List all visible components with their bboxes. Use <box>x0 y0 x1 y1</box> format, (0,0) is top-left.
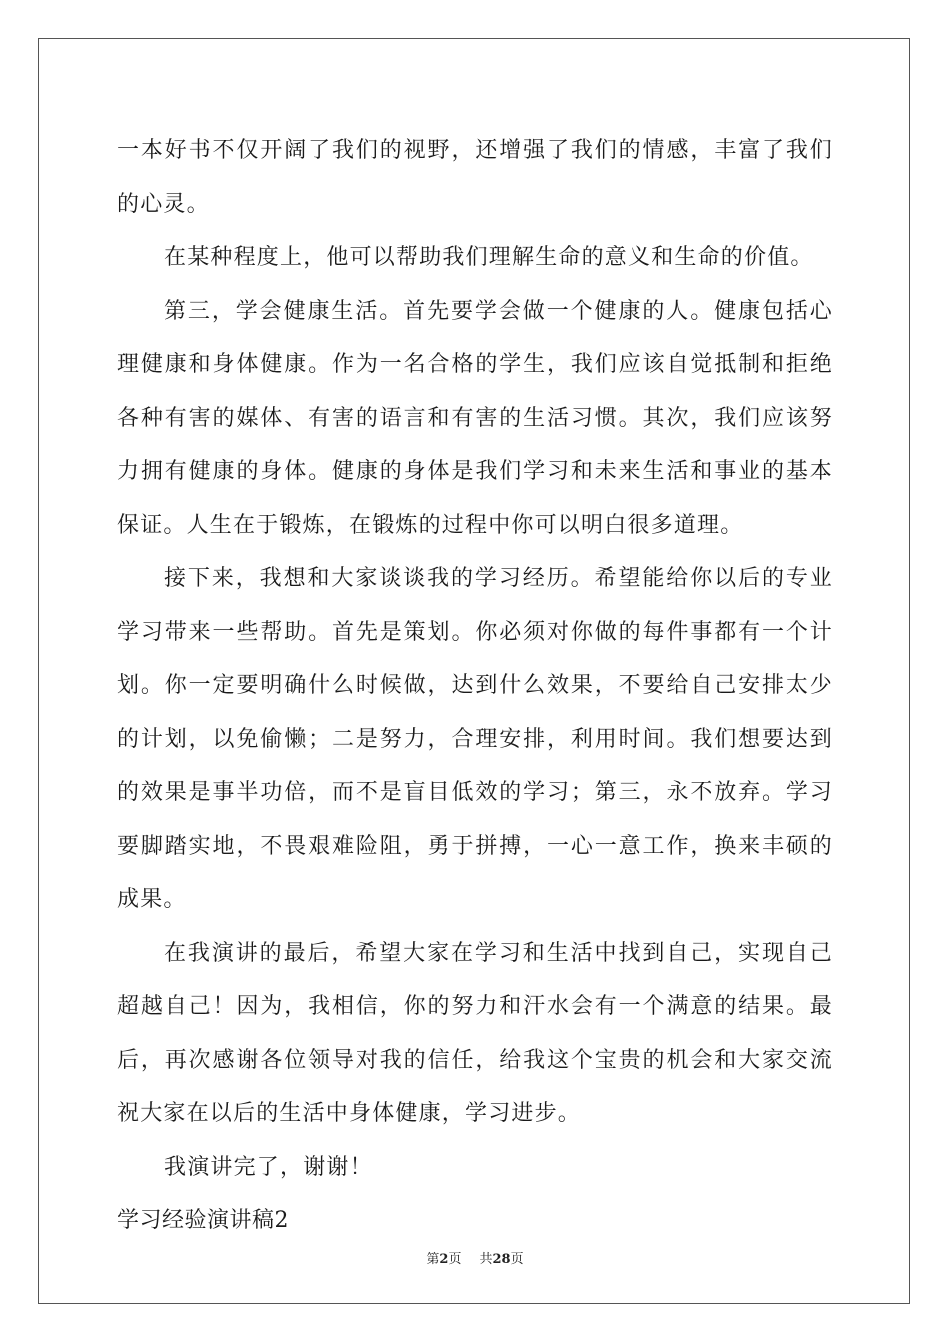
paragraph-2: 在某种程度上，他可以帮助我们理解生命的意义和生命的价值。 <box>164 245 814 270</box>
page-footer <box>0 1248 950 1267</box>
page-suffix: 页 <box>448 1252 462 1267</box>
section-heading: 学习经验演讲稿2 <box>117 1208 289 1233</box>
paragraph-4: 接下来，我想和大家谈谈我的学习经历。希望能给你以后的专业学习带来一些帮助。首先是策划。你必须对你做的每件事都有一个计划。你一定要明确什么时候做，达到什么效果，不要给自己安排太少的计划，以免偷懒；二是努力，合理安排，利用时间。我们想要达到的效果是事半功倍，而不是盲目低效的学习；第三，永不放弃。学习要脚踏实地，不畏艰难险阻，勇于拼搏，一心一意工作，换来丰硕的成果。 <box>117 566 833 912</box>
page-prefix: 第 <box>426 1252 440 1267</box>
paragraph-1: 一本好书不仅开阔了我们的视野，还增强了我们的情感，丰富了我们的心灵。 <box>117 138 833 217</box>
total-page-count: 28 <box>492 1252 511 1267</box>
paragraph-6: 我演讲完了，谢谢！ <box>164 1154 373 1180</box>
paragraph-3: 第三，学会健康生活。首先要学会做一个健康的人。健康包括心理健康和身体健康。作为一名合格的学生，我们应该自觉抵制和拒绝各种有害的媒体、有害的语言和有害的生活习惯。其次，我们应该努力拥有健康的身体。健康的身体是我们学习和未来生活和事业的基本保证。人生在于锻炼，在锻炼的过程中你可以明白很多道理。 <box>117 298 833 538</box>
document-body <box>117 124 833 1248</box>
total-suffix: 页 <box>510 1252 524 1267</box>
paragraph-5: 在我演讲的最后，希望大家在学习和生活中找到自己，实现自己超越自己！因为，我相信，你的努力和汗水会有一个满意的结果。最后，再次感谢各位领导对我的信任，给我这个宝贵的机会和大家交流祝大家在以后的生活中身体健康，学习进步。 <box>117 940 833 1126</box>
total-prefix: 共 <box>479 1252 493 1267</box>
current-page-number: 2 <box>439 1252 449 1267</box>
